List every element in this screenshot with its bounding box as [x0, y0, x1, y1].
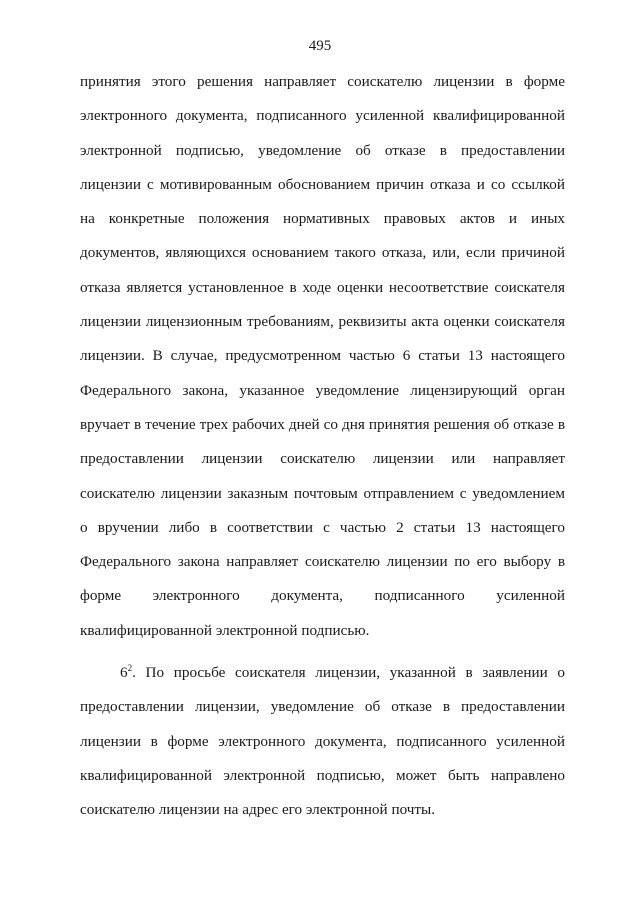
- text-line: отказа является установленное в ходе оценки несоответствие соискателя: [80, 278, 565, 296]
- text-line: Федерального закона направляет соискателю лицензии по его выбору в: [80, 553, 565, 571]
- text-line: форме электронного документа, подписанного усиленной: [80, 587, 565, 605]
- text-line: лицензии в форме электронного документа, подписанного усиленной: [80, 732, 565, 750]
- paragraph-gap: [80, 648, 565, 656]
- text-segment: . По просьбе соискателя лицензии, указанной в заявлении о: [132, 664, 565, 682]
- text-line: лицензии лицензионным требованиям, реквизиты акта оценки соискателя: [80, 313, 565, 331]
- page-number: 495: [308, 38, 332, 54]
- paragraph-2: [80, 656, 565, 827]
- paragraph-number-superscript: 2: [127, 663, 133, 674]
- text-line: квалифицированной электронной подписью.: [80, 621, 370, 639]
- text-line: предоставлении лицензии соискателю лицензии или направляет: [80, 450, 565, 468]
- body-text: [80, 65, 565, 828]
- text-line: о вручении либо в соответствии с частью 2 статьи 13 настоящего: [80, 518, 565, 536]
- text-line: соискателю лицензии заказным почтовым отправлением с уведомлением: [80, 484, 565, 502]
- text-line: электронного документа, подписанного усиленной квалифицированной: [80, 107, 565, 125]
- text-line: предоставлении лицензии, уведомление об отказе в предоставлении: [80, 698, 565, 716]
- paragraph-2-first-line: [80, 656, 565, 690]
- text-line: документов, являющихся основанием такого отказа, или, если причиной: [80, 244, 565, 262]
- text-line: квалифицированной электронной подписью, может быть направлено: [80, 766, 565, 784]
- text-line: соискателю лицензии на адрес его электронной почты.: [80, 801, 436, 819]
- text-line: лицензии с мотивированным обоснованием причин отказа и со ссылкой: [80, 175, 565, 193]
- text-line: вручает в течение трех рабочих дней со дня принятия решения об отказе в: [80, 415, 565, 433]
- paragraph-1: [80, 65, 565, 648]
- text-line: Федерального закона, указанное уведомление лицензирующий орган: [80, 381, 565, 399]
- paragraph-number: 6: [120, 664, 128, 682]
- text-line: принятия этого решения направляет соискателю лицензии в форме: [80, 73, 565, 90]
- text-line: на конкретные положения нормативных правовых актов и иных: [80, 210, 565, 228]
- text-line: электронной подписью, уведомление об отказе в предоставлении: [80, 141, 565, 159]
- text-line: лицензии. В случае, предусмотренном частью 6 статьи 13 настоящего: [80, 347, 565, 365]
